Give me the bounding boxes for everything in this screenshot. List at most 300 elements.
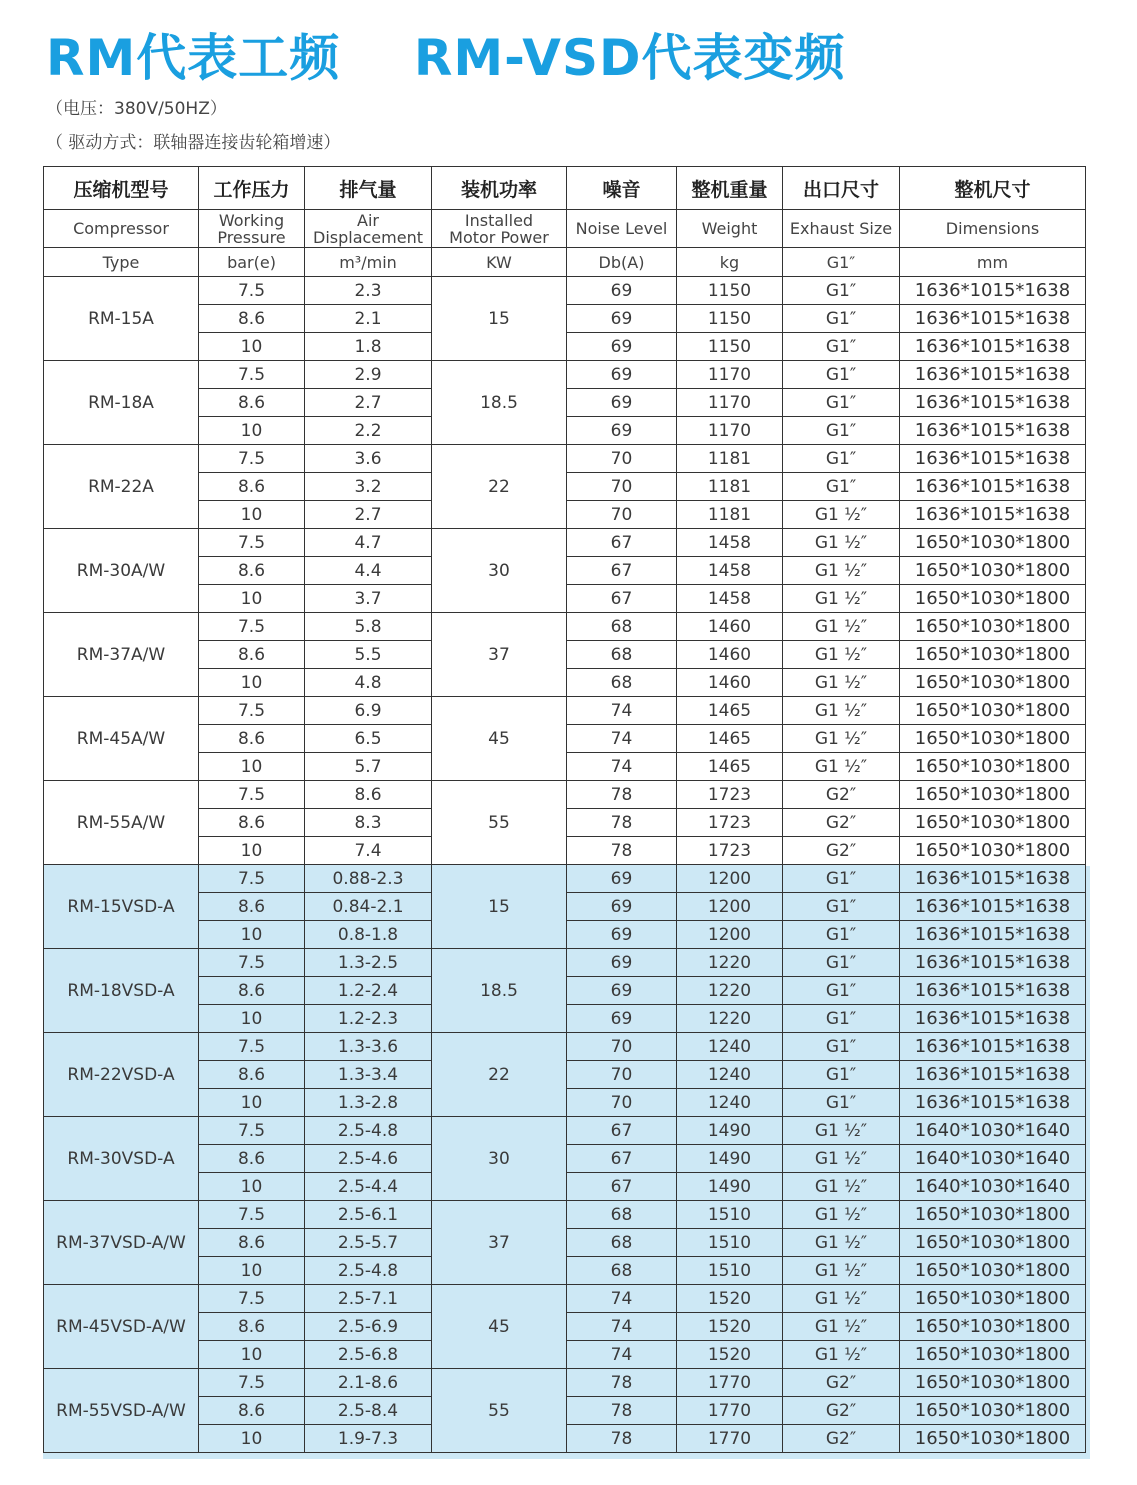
exhaust-cell: G1″ xyxy=(783,921,900,949)
weight-cell: 1458 xyxy=(677,557,783,585)
noise-cell: 70 xyxy=(567,1089,677,1117)
noise-cell: 69 xyxy=(567,977,677,1005)
exhaust-cell: G1″ xyxy=(783,417,900,445)
exhaust-cell: G1″ xyxy=(783,277,900,305)
dims-cell: 1650*1030*1800 xyxy=(900,641,1086,669)
pressure-cell: 10 xyxy=(199,669,305,697)
dims-cell: 1636*1015*1638 xyxy=(900,1005,1086,1033)
dims-cell: 1650*1030*1800 xyxy=(900,1257,1086,1285)
air-cell: 6.9 xyxy=(305,697,432,725)
power-cell: 55 xyxy=(432,1369,567,1453)
noise-cell: 67 xyxy=(567,1117,677,1145)
dims-cell: 1636*1015*1638 xyxy=(900,893,1086,921)
dims-cell: 1636*1015*1638 xyxy=(900,417,1086,445)
air-cell: 3.7 xyxy=(305,585,432,613)
pressure-cell: 10 xyxy=(199,585,305,613)
weight-cell: 1181 xyxy=(677,501,783,529)
air-cell: 2.2 xyxy=(305,417,432,445)
pressure-cell: 7.5 xyxy=(199,277,305,305)
weight-cell: 1510 xyxy=(677,1257,783,1285)
model-group xyxy=(44,361,1086,445)
spec-table xyxy=(43,166,1086,1453)
dims-cell: 1636*1015*1638 xyxy=(900,1033,1086,1061)
weight-cell: 1465 xyxy=(677,697,783,725)
col-header-air: 排气量 xyxy=(305,167,432,210)
model-cell: RM-37VSD-A/W xyxy=(44,1201,199,1285)
weight-cell: 1770 xyxy=(677,1397,783,1425)
weight-cell: 1150 xyxy=(677,277,783,305)
drive-note: （ 驱动方式：联轴器连接齿轮箱增速） xyxy=(46,133,341,153)
pressure-cell: 10 xyxy=(199,1341,305,1369)
pressure-cell: 10 xyxy=(199,333,305,361)
exhaust-cell: G1″ xyxy=(783,949,900,977)
model-group xyxy=(44,1201,1086,1285)
noise-cell: 68 xyxy=(567,1201,677,1229)
exhaust-cell: G1 ½″ xyxy=(783,753,900,781)
weight-cell: 1220 xyxy=(677,977,783,1005)
weight-cell: 1200 xyxy=(677,921,783,949)
exhaust-cell: G1 ½″ xyxy=(783,1145,900,1173)
model-group xyxy=(44,1033,1086,1117)
weight-cell: 1510 xyxy=(677,1229,783,1257)
weight-cell: 1200 xyxy=(677,893,783,921)
air-cell: 2.5-4.8 xyxy=(305,1257,432,1285)
noise-cell: 67 xyxy=(567,1173,677,1201)
exhaust-cell: G1″ xyxy=(783,445,900,473)
exhaust-cell: G2″ xyxy=(783,837,900,865)
exhaust-cell: G1″ xyxy=(783,1033,900,1061)
weight-cell: 1460 xyxy=(677,613,783,641)
air-cell: 2.5-6.1 xyxy=(305,1201,432,1229)
pressure-cell: 7.5 xyxy=(199,1117,305,1145)
weight-cell: 1170 xyxy=(677,361,783,389)
exhaust-cell: G1 ½″ xyxy=(783,669,900,697)
noise-cell: 67 xyxy=(567,557,677,585)
weight-cell: 1150 xyxy=(677,333,783,361)
air-cell: 2.1-8.6 xyxy=(305,1369,432,1397)
pressure-cell: 8.6 xyxy=(199,893,305,921)
air-cell: 3.2 xyxy=(305,473,432,501)
exhaust-cell: G1″ xyxy=(783,389,900,417)
noise-cell: 74 xyxy=(567,725,677,753)
pressure-cell: 8.6 xyxy=(199,725,305,753)
table-row xyxy=(44,1369,1086,1397)
noise-cell: 78 xyxy=(567,837,677,865)
dims-cell: 1636*1015*1638 xyxy=(900,361,1086,389)
model-group xyxy=(44,865,1086,949)
air-cell: 1.3-3.6 xyxy=(305,1033,432,1061)
air-cell: 1.9-7.3 xyxy=(305,1425,432,1453)
air-cell: 8.3 xyxy=(305,809,432,837)
exhaust-cell: G1 ½″ xyxy=(783,501,900,529)
pressure-cell: 7.5 xyxy=(199,781,305,809)
dims-cell: 1650*1030*1800 xyxy=(900,613,1086,641)
noise-cell: 70 xyxy=(567,501,677,529)
dims-cell: 1650*1030*1800 xyxy=(900,725,1086,753)
dims-cell: 1650*1030*1800 xyxy=(900,1369,1086,1397)
pressure-cell: 7.5 xyxy=(199,949,305,977)
pressure-cell: 8.6 xyxy=(199,1229,305,1257)
dims-cell: 1650*1030*1800 xyxy=(900,809,1086,837)
noise-cell: 78 xyxy=(567,1425,677,1453)
dims-cell: 1650*1030*1800 xyxy=(900,529,1086,557)
weight-cell: 1723 xyxy=(677,837,783,865)
dims-cell: 1650*1030*1800 xyxy=(900,1425,1086,1453)
weight-cell: 1240 xyxy=(677,1061,783,1089)
dims-cell: 1650*1030*1800 xyxy=(900,1397,1086,1425)
noise-cell: 68 xyxy=(567,613,677,641)
weight-cell: 1465 xyxy=(677,753,783,781)
weight-cell: 1170 xyxy=(677,417,783,445)
noise-cell: 68 xyxy=(567,1257,677,1285)
weight-cell: 1458 xyxy=(677,529,783,557)
weight-cell: 1460 xyxy=(677,641,783,669)
table-row xyxy=(44,865,1086,893)
air-cell: 2.3 xyxy=(305,277,432,305)
pressure-cell: 10 xyxy=(199,1173,305,1201)
table-row xyxy=(44,613,1086,641)
model-group xyxy=(44,445,1086,529)
pressure-cell: 7.5 xyxy=(199,865,305,893)
table-row xyxy=(44,529,1086,557)
dims-cell: 1640*1030*1640 xyxy=(900,1117,1086,1145)
exhaust-cell: G1 ½″ xyxy=(783,697,900,725)
air-cell: 2.5-4.4 xyxy=(305,1173,432,1201)
air-cell: 2.5-8.4 xyxy=(305,1397,432,1425)
weight-cell: 1181 xyxy=(677,445,783,473)
col-header-pressure: 工作压力 xyxy=(199,167,305,210)
dims-cell: 1640*1030*1640 xyxy=(900,1145,1086,1173)
power-cell: 45 xyxy=(432,697,567,781)
pressure-cell: 7.5 xyxy=(199,613,305,641)
air-cell: 2.5-4.6 xyxy=(305,1145,432,1173)
exhaust-cell: G1″ xyxy=(783,893,900,921)
exhaust-cell: G1 ½″ xyxy=(783,1313,900,1341)
noise-cell: 70 xyxy=(567,473,677,501)
dims-cell: 1640*1030*1640 xyxy=(900,1173,1086,1201)
col-unit-model: Type xyxy=(44,248,199,277)
power-cell: 45 xyxy=(432,1285,567,1369)
air-cell: 1.8 xyxy=(305,333,432,361)
air-cell: 3.6 xyxy=(305,445,432,473)
weight-cell: 1723 xyxy=(677,781,783,809)
pressure-cell: 8.6 xyxy=(199,1397,305,1425)
air-cell: 1.3-2.5 xyxy=(305,949,432,977)
exhaust-cell: G1 ½″ xyxy=(783,613,900,641)
table-row xyxy=(44,1285,1086,1313)
exhaust-cell: G2″ xyxy=(783,1425,900,1453)
pressure-cell: 10 xyxy=(199,837,305,865)
dims-cell: 1636*1015*1638 xyxy=(900,305,1086,333)
weight-cell: 1770 xyxy=(677,1425,783,1453)
model-cell: RM-18A xyxy=(44,361,199,445)
exhaust-cell: G1 ½″ xyxy=(783,1117,900,1145)
pressure-cell: 7.5 xyxy=(199,529,305,557)
power-cell: 55 xyxy=(432,781,567,865)
noise-cell: 69 xyxy=(567,1005,677,1033)
table-row xyxy=(44,949,1086,977)
weight-cell: 1520 xyxy=(677,1341,783,1369)
exhaust-cell: G1 ½″ xyxy=(783,641,900,669)
exhaust-cell: G2″ xyxy=(783,1369,900,1397)
pressure-cell: 8.6 xyxy=(199,305,305,333)
dims-cell: 1636*1015*1638 xyxy=(900,445,1086,473)
noise-cell: 69 xyxy=(567,389,677,417)
noise-cell: 74 xyxy=(567,697,677,725)
dims-cell: 1636*1015*1638 xyxy=(900,1061,1086,1089)
exhaust-cell: G1 ½″ xyxy=(783,1173,900,1201)
col-unit-noise: Db(A) xyxy=(567,248,677,277)
air-cell: 6.5 xyxy=(305,725,432,753)
model-group xyxy=(44,1285,1086,1369)
model-cell: RM-18VSD-A xyxy=(44,949,199,1033)
model-cell: RM-15A xyxy=(44,277,199,361)
model-cell: RM-55VSD-A/W xyxy=(44,1369,199,1453)
weight-cell: 1181 xyxy=(677,473,783,501)
pressure-cell: 8.6 xyxy=(199,1313,305,1341)
air-cell: 2.5-5.7 xyxy=(305,1229,432,1257)
col-header-weight: 整机重量 xyxy=(677,167,783,210)
col-en-model: Compressor xyxy=(44,210,199,248)
noise-cell: 69 xyxy=(567,333,677,361)
pressure-cell: 10 xyxy=(199,1005,305,1033)
header-row-cn xyxy=(44,167,1086,210)
dims-cell: 1650*1030*1800 xyxy=(900,753,1086,781)
power-cell: 18.5 xyxy=(432,361,567,445)
model-cell: RM-45A/W xyxy=(44,697,199,781)
pressure-cell: 8.6 xyxy=(199,473,305,501)
pressure-cell: 7.5 xyxy=(199,697,305,725)
exhaust-cell: G1 ½″ xyxy=(783,529,900,557)
noise-cell: 78 xyxy=(567,781,677,809)
col-en-dims: Dimensions xyxy=(900,210,1086,248)
exhaust-cell: G1″ xyxy=(783,473,900,501)
pressure-cell: 7.5 xyxy=(199,1369,305,1397)
pressure-cell: 10 xyxy=(199,921,305,949)
exhaust-cell: G1″ xyxy=(783,977,900,1005)
air-cell: 4.8 xyxy=(305,669,432,697)
air-cell: 5.7 xyxy=(305,753,432,781)
noise-cell: 68 xyxy=(567,641,677,669)
air-cell: 2.5-4.8 xyxy=(305,1117,432,1145)
noise-cell: 69 xyxy=(567,361,677,389)
air-cell: 2.7 xyxy=(305,501,432,529)
air-cell: 2.1 xyxy=(305,305,432,333)
pressure-cell: 7.5 xyxy=(199,445,305,473)
noise-cell: 69 xyxy=(567,417,677,445)
noise-cell: 67 xyxy=(567,529,677,557)
col-unit-air: m³/min xyxy=(305,248,432,277)
exhaust-cell: G1 ½″ xyxy=(783,1285,900,1313)
weight-cell: 1240 xyxy=(677,1033,783,1061)
exhaust-cell: G1 ½″ xyxy=(783,557,900,585)
table-row xyxy=(44,361,1086,389)
table-row xyxy=(44,277,1086,305)
air-cell: 4.4 xyxy=(305,557,432,585)
pressure-cell: 10 xyxy=(199,417,305,445)
pressure-cell: 8.6 xyxy=(199,809,305,837)
weight-cell: 1458 xyxy=(677,585,783,613)
model-group xyxy=(44,697,1086,781)
col-unit-weight: kg xyxy=(677,248,783,277)
noise-cell: 67 xyxy=(567,585,677,613)
power-cell: 15 xyxy=(432,865,567,949)
table-row xyxy=(44,1033,1086,1061)
pressure-cell: 8.6 xyxy=(199,1061,305,1089)
dims-cell: 1636*1015*1638 xyxy=(900,473,1086,501)
noise-cell: 70 xyxy=(567,445,677,473)
power-cell: 37 xyxy=(432,613,567,697)
col-header-power: 装机功率 xyxy=(432,167,567,210)
air-cell: 4.7 xyxy=(305,529,432,557)
noise-cell: 74 xyxy=(567,1313,677,1341)
exhaust-cell: G1″ xyxy=(783,305,900,333)
col-en-power: Installed Motor Power xyxy=(432,210,567,248)
exhaust-cell: G1 ½″ xyxy=(783,1201,900,1229)
weight-cell: 1723 xyxy=(677,809,783,837)
dims-cell: 1650*1030*1800 xyxy=(900,1285,1086,1313)
air-cell: 0.8-1.8 xyxy=(305,921,432,949)
model-group xyxy=(44,529,1086,613)
dims-cell: 1636*1015*1638 xyxy=(900,921,1086,949)
model-group xyxy=(44,613,1086,697)
pressure-cell: 8.6 xyxy=(199,977,305,1005)
air-cell: 2.7 xyxy=(305,389,432,417)
model-group xyxy=(44,781,1086,865)
exhaust-cell: G1″ xyxy=(783,333,900,361)
exhaust-cell: G2″ xyxy=(783,781,900,809)
air-cell: 1.2-2.3 xyxy=(305,1005,432,1033)
noise-cell: 78 xyxy=(567,809,677,837)
exhaust-cell: G1 ½″ xyxy=(783,725,900,753)
col-en-noise: Noise Level xyxy=(567,210,677,248)
col-header-noise: 噪音 xyxy=(567,167,677,210)
col-en-pressure: Working Pressure xyxy=(199,210,305,248)
noise-cell: 74 xyxy=(567,753,677,781)
power-cell: 22 xyxy=(432,445,567,529)
dims-cell: 1636*1015*1638 xyxy=(900,389,1086,417)
power-cell: 22 xyxy=(432,1033,567,1117)
weight-cell: 1520 xyxy=(677,1285,783,1313)
pressure-cell: 8.6 xyxy=(199,1145,305,1173)
dims-cell: 1650*1030*1800 xyxy=(900,557,1086,585)
air-cell: 1.3-3.4 xyxy=(305,1061,432,1089)
model-cell: RM-37A/W xyxy=(44,613,199,697)
noise-cell: 67 xyxy=(567,1145,677,1173)
weight-cell: 1465 xyxy=(677,725,783,753)
model-group xyxy=(44,949,1086,1033)
pressure-cell: 7.5 xyxy=(199,1033,305,1061)
pressure-cell: 7.5 xyxy=(199,1201,305,1229)
dims-cell: 1636*1015*1638 xyxy=(900,1089,1086,1117)
weight-cell: 1510 xyxy=(677,1201,783,1229)
pressure-cell: 10 xyxy=(199,1089,305,1117)
exhaust-cell: G2″ xyxy=(783,809,900,837)
table-row xyxy=(44,445,1086,473)
pressure-cell: 7.5 xyxy=(199,1285,305,1313)
exhaust-cell: G1 ½″ xyxy=(783,1341,900,1369)
noise-cell: 68 xyxy=(567,669,677,697)
power-cell: 30 xyxy=(432,529,567,613)
dims-cell: 1650*1030*1800 xyxy=(900,585,1086,613)
pressure-cell: 8.6 xyxy=(199,641,305,669)
dims-cell: 1650*1030*1800 xyxy=(900,1313,1086,1341)
col-unit-pressure: bar(e) xyxy=(199,248,305,277)
weight-cell: 1220 xyxy=(677,949,783,977)
col-unit-dims: mm xyxy=(900,248,1086,277)
air-cell: 1.3-2.8 xyxy=(305,1089,432,1117)
noise-cell: 69 xyxy=(567,893,677,921)
exhaust-cell: G1 ½″ xyxy=(783,1229,900,1257)
dims-cell: 1636*1015*1638 xyxy=(900,333,1086,361)
noise-cell: 69 xyxy=(567,865,677,893)
weight-cell: 1170 xyxy=(677,389,783,417)
header-row-en xyxy=(44,210,1086,248)
noise-cell: 69 xyxy=(567,277,677,305)
exhaust-cell: G1″ xyxy=(783,1005,900,1033)
power-cell: 18.5 xyxy=(432,949,567,1033)
noise-cell: 78 xyxy=(567,1397,677,1425)
air-cell: 2.5-6.8 xyxy=(305,1341,432,1369)
model-cell: RM-22VSD-A xyxy=(44,1033,199,1117)
pressure-cell: 8.6 xyxy=(199,557,305,585)
weight-cell: 1490 xyxy=(677,1117,783,1145)
air-cell: 5.8 xyxy=(305,613,432,641)
col-header-exhaust: 出口尺寸 xyxy=(783,167,900,210)
exhaust-cell: G1 ½″ xyxy=(783,1257,900,1285)
noise-cell: 70 xyxy=(567,1061,677,1089)
weight-cell: 1220 xyxy=(677,1005,783,1033)
header-row-unit xyxy=(44,248,1086,277)
exhaust-cell: G1″ xyxy=(783,361,900,389)
dims-cell: 1650*1030*1800 xyxy=(900,1201,1086,1229)
weight-cell: 1490 xyxy=(677,1145,783,1173)
weight-cell: 1490 xyxy=(677,1173,783,1201)
col-unit-exhaust: G1″ xyxy=(783,248,900,277)
weight-cell: 1240 xyxy=(677,1089,783,1117)
exhaust-cell: G1″ xyxy=(783,1061,900,1089)
col-header-dims: 整机尺寸 xyxy=(900,167,1086,210)
model-cell: RM-22A xyxy=(44,445,199,529)
pressure-cell: 8.6 xyxy=(199,389,305,417)
exhaust-cell: G1″ xyxy=(783,865,900,893)
air-cell: 7.4 xyxy=(305,837,432,865)
power-cell: 30 xyxy=(432,1117,567,1201)
page-title: RM代表工频 RM-VSD代表变频 xyxy=(46,29,846,87)
air-cell: 0.88-2.3 xyxy=(305,865,432,893)
table-row xyxy=(44,697,1086,725)
pressure-cell: 10 xyxy=(199,501,305,529)
noise-cell: 74 xyxy=(567,1341,677,1369)
air-cell: 2.5-7.1 xyxy=(305,1285,432,1313)
pressure-cell: 10 xyxy=(199,1257,305,1285)
weight-cell: 1770 xyxy=(677,1369,783,1397)
noise-cell: 78 xyxy=(567,1369,677,1397)
air-cell: 8.6 xyxy=(305,781,432,809)
dims-cell: 1650*1030*1800 xyxy=(900,837,1086,865)
model-cell: RM-30A/W xyxy=(44,529,199,613)
exhaust-cell: G1 ½″ xyxy=(783,585,900,613)
model-cell: RM-30VSD-A xyxy=(44,1117,199,1201)
dims-cell: 1650*1030*1800 xyxy=(900,1341,1086,1369)
dims-cell: 1650*1030*1800 xyxy=(900,1229,1086,1257)
power-cell: 15 xyxy=(432,277,567,361)
pressure-cell: 10 xyxy=(199,1425,305,1453)
dims-cell: 1636*1015*1638 xyxy=(900,277,1086,305)
dims-cell: 1636*1015*1638 xyxy=(900,949,1086,977)
noise-cell: 74 xyxy=(567,1285,677,1313)
model-group xyxy=(44,277,1086,361)
